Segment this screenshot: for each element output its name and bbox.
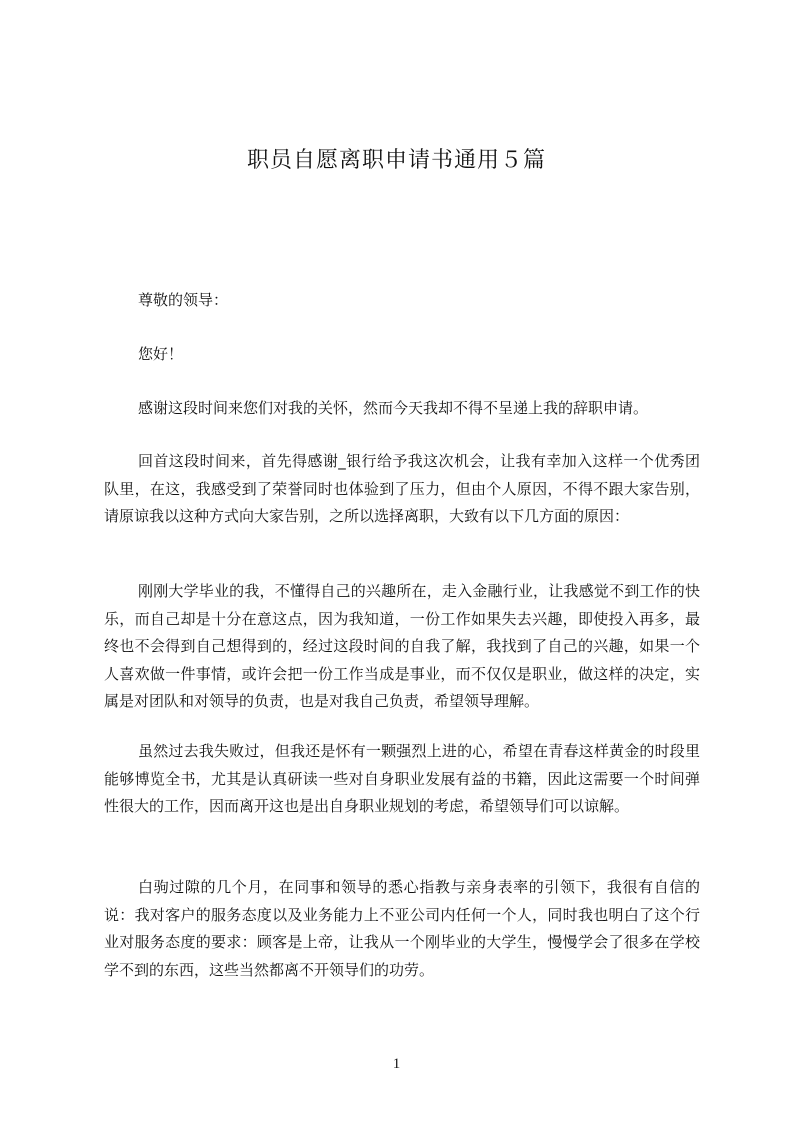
paragraph-3: 刚刚大学毕业的我，不懂得自己的兴趣所在，走入金融行业，让我感觉不到工作的快乐，而自己却是十分在意这点，因为我知道，一份工作如果失去兴趣，即使投入再多，最终也不会得到自己想得到的，经过这段时间的自我了解，我找到了自己的兴趣，如果一个人喜欢做一件事情，或许会把一份工作当成是事业，而不仅仅是职业，做这样的决定，实属是对团队和对领导的负责，也是对我自己负责，希望领导理解。 xyxy=(104,582,700,710)
document-title: 职员自愿离职申请书通用５篇 xyxy=(246,148,546,173)
page-number: 1 xyxy=(392,1056,401,1072)
paragraph-4: 虽然过去我失败过，但我还是怀有一颗强烈上进的心，希望在青春这样黄金的时段里能够博览全书，尤其是认真研读一些对自身职业发展有益的书籍，因此这需要一个时间弹性很大的工作，因而离开这也是出自身职业规划的考虑，希望领导们可以谅解。 xyxy=(104,742,700,815)
greeting: 您好！ xyxy=(138,345,184,363)
paragraph-1: 感谢这段时间来您们对我的关怀，然而今天我却不得不呈递上我的辞职申请。 xyxy=(138,399,649,417)
paragraph-5: 白驹过隙的几个月，在同事和领导的悉心指教与亲身表率的引领下，我很有自信的说：我对客户的服务态度以及业务能力上不亚公司内任何一个人，同时我也明白了这个行业对服务态度的要求：顾客是上帝，让我从一个刚毕业的大学生，慢慢学会了很多在学校学不到的东西，这些当然都离不开领导们的功劳。 xyxy=(104,878,700,979)
paragraph-2: 回首这段时间来，首先得感谢_银行给予我这次机会，让我有幸加入这样一个优秀团队里，在这，我感受到了荣誉同时也体验到了压力，但由个人原因，不得不跟大家告别，请原谅我以这种方式向大家告别，之所以选择离职，大致有以下几方面的原因： xyxy=(104,452,700,525)
salutation: 尊敬的领导： xyxy=(138,291,229,309)
